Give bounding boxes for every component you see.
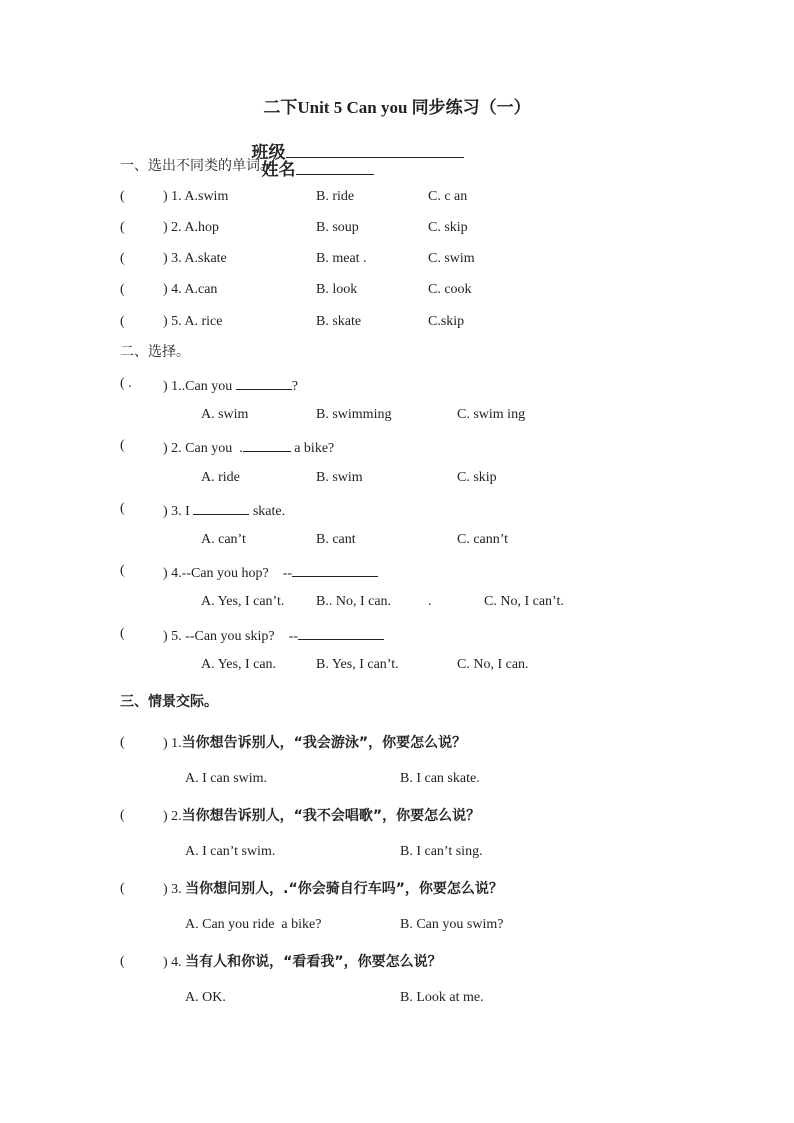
option-a: A. swim [201, 407, 249, 422]
answer-blank[interactable] [298, 626, 384, 640]
option-a: A. Yes, I can’t. [201, 594, 285, 609]
question-a: ) 3. A.skate [163, 251, 227, 266]
question-stem [163, 735, 466, 752]
option-a: A. ride [201, 470, 240, 485]
answer-paren[interactable]: ( [120, 881, 125, 896]
option-a: A. I can swim. [185, 771, 268, 786]
question-number: ) 4. [163, 955, 186, 970]
option-b: B. Look at me. [400, 990, 484, 1005]
question-number: ) 1. [163, 736, 182, 751]
question-number: ) 2. [163, 809, 182, 824]
question-stem [163, 881, 503, 898]
option-b: B. skate [316, 314, 362, 329]
question-text: ) 4.--Can you hop? -- [163, 566, 293, 581]
question-text: ) 2. Can you . [163, 441, 243, 456]
option-c: C. cann’t [457, 532, 509, 547]
answer-paren[interactable]: ( [120, 438, 125, 453]
option-a: A. Yes, I can. [201, 657, 277, 672]
page-title: 二下Unit 5 Can you 同步练习（一） [263, 98, 531, 117]
name-label: 姓名 [261, 160, 296, 179]
option-a: A. Can you ride a bike? [185, 917, 322, 932]
option-b: B. swimming [316, 407, 392, 422]
answer-paren[interactable]: ( [120, 314, 125, 329]
option-c: C. No, I can. [457, 657, 529, 672]
option-b: B. I can skate. [400, 771, 480, 786]
question-a: ) 4. A.can [163, 282, 218, 297]
section3-heading: 三、情景交际。 [120, 694, 218, 710]
option-a: A. I can’t swim. [185, 844, 276, 859]
option-c: C. skip [457, 470, 497, 485]
section2-heading: 二、选择。 [120, 344, 190, 360]
answer-paren[interactable]: ( [120, 251, 125, 266]
option-c: C. cook [428, 282, 472, 297]
option-b: B. I can’t sing. [400, 844, 483, 859]
answer-paren[interactable]: ( [120, 626, 125, 641]
option-b: B. meat . [316, 251, 367, 266]
question-text: ) 5. --Can you skip? -- [163, 629, 298, 644]
class-name-line [243, 128, 464, 178]
question-text: 当你想告诉别人，“我不会唱歌”，你要怎么说？ [181, 808, 481, 824]
question-stem [163, 954, 442, 971]
question-tail: ? [291, 379, 298, 394]
question-text: 当你想告诉别人，“我会游泳”，你要怎么说？ [181, 735, 467, 751]
option-b: B. look [316, 282, 358, 297]
option-b: B. ride [316, 189, 355, 204]
option-b: B. Can you swim? [400, 917, 504, 932]
answer-paren[interactable]: ( [120, 808, 125, 823]
option-a: A. can’t [201, 532, 246, 547]
answer-blank[interactable] [292, 563, 378, 577]
answer-blank[interactable] [236, 376, 292, 390]
answer-paren[interactable]: ( . [120, 376, 132, 391]
question-stem [163, 438, 334, 457]
answer-blank[interactable] [243, 438, 291, 452]
question-a: ) 5. A. rice [163, 314, 223, 329]
answer-paren[interactable]: ( [120, 954, 125, 969]
class-label: 班级 [251, 143, 286, 162]
question-stem [163, 626, 384, 645]
question-a: ) 1. A.swim [163, 189, 229, 204]
question-number: ) 3. [163, 882, 186, 897]
option-b: B. Yes, I can’t. [316, 657, 399, 672]
question-stem [163, 808, 480, 825]
option-c: C. swim [428, 251, 475, 266]
question-text: 当有人和你说，“看看我”，你要怎么说？ [185, 954, 442, 970]
option-c: C. swim ing [457, 407, 526, 422]
option-c: C. No, I can’t. [484, 594, 564, 609]
question-a: ) 2. A.hop [163, 220, 219, 235]
question-tail: skate. [249, 504, 286, 519]
question-text: ) 3. I [163, 504, 194, 519]
question-stem [163, 501, 285, 520]
option-c: C.skip [428, 314, 465, 329]
class-blank[interactable] [286, 144, 464, 158]
answer-paren[interactable]: ( [120, 220, 125, 235]
stray-dot: . [428, 594, 432, 609]
question-stem [163, 376, 298, 395]
option-b: B. soup [316, 220, 359, 235]
question-stem [163, 563, 378, 582]
option-a: A. OK. [185, 990, 226, 1005]
question-text: ) 1..Can you [163, 379, 236, 394]
answer-paren[interactable]: ( [120, 189, 125, 204]
name-blank[interactable] [296, 161, 374, 175]
option-b: B.. No, I can. [316, 594, 392, 609]
question-tail: a bike? [290, 441, 335, 456]
option-c: C. c an [428, 189, 468, 204]
option-b: B. cant [316, 532, 356, 547]
answer-paren[interactable]: ( [120, 563, 125, 578]
section1-heading: 一、选出不同类的单词。 [120, 158, 274, 174]
option-b: B. swim [316, 470, 363, 485]
question-text: 当你想问别人，.“你会骑自行车吗”，你要怎么说？ [185, 881, 503, 897]
answer-paren[interactable]: ( [120, 282, 125, 297]
answer-paren[interactable]: ( [120, 735, 125, 750]
option-c: C. skip [428, 220, 468, 235]
answer-paren[interactable]: ( [120, 501, 125, 516]
answer-blank[interactable] [193, 501, 249, 515]
